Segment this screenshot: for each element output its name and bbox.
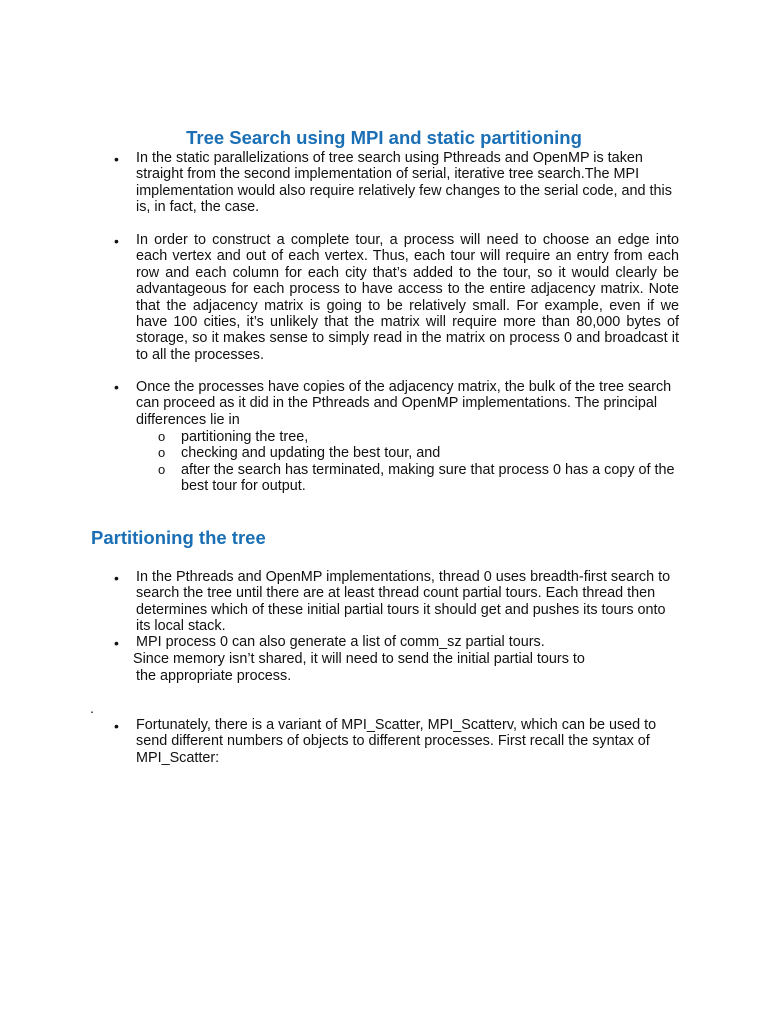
bullet-marker: • xyxy=(114,379,119,395)
bullet-marker: • xyxy=(114,718,119,734)
paragraph-text: In the Pthreads and OpenMP implementations, thread 0 uses breadth-first search to search the tree until there are at least thread count partial tours. Each thread then determines which of these initial partial tours it should get and pushes its tours onto its local stack. xyxy=(136,569,671,635)
continuation-line: the appropriate process. xyxy=(136,668,292,684)
sub-bullet-marker: o xyxy=(158,429,166,444)
paragraph-text: MPI process 0 can also generate a list of comm_sz partial tours. xyxy=(136,634,545,650)
list-item xyxy=(158,429,688,445)
list-item-text: after the search has terminated, making sure that process 0 has a copy of the best tour for output. xyxy=(181,461,675,495)
paragraph-text: Fortunately, there is a variant of MPI_Scatter, MPI_Scatterv, which can be used to send different numbers of objects to different processes. First recall the syntax of MPI_Scatter: xyxy=(136,717,657,766)
continuation-line: Since memory isn’t shared, it will need to send the initial partial tours to xyxy=(133,651,585,667)
sub-bullet-marker: o xyxy=(158,461,166,477)
bullet-marker: • xyxy=(114,570,119,586)
list-item-text: checking and updating the best tour, and xyxy=(181,445,441,462)
paragraph-static-parallelization xyxy=(136,150,676,216)
list-item xyxy=(158,462,688,495)
page-title: Tree Search using MPI and static partitioning xyxy=(186,127,582,148)
paragraph-mpi-scatterv xyxy=(136,717,681,766)
section-heading: Partitioning the tree xyxy=(91,527,266,548)
paragraph-text: In order to construct a complete tour, a process will need to choose an edge into each vertex and out of each vertex. Thus, each tour will require an entry from each row and each column for each city that’s added to the tour, so it would clearly be advantageous for each process to have access to the entire adjacency matrix. Note that the adjacency matrix is going to be relatively small. For example, even if we have 100 cities, it’s unlikely that the matrix will require more than 80,000 bytes of storage, so it makes sense to simply read in the matrix on process 0 and broadcast it to all the processes. xyxy=(136,232,679,363)
paragraph-text: Once the processes have copies of the adjacency matrix, the bulk of the tree search can proceed as it did in the Pthreads and OpenMP implementations. The principal differences lie in xyxy=(136,379,672,428)
paragraph-adjacency-copies xyxy=(136,379,676,428)
stray-dot: . xyxy=(90,700,94,716)
paragraph-complete-tour xyxy=(136,232,679,363)
bullet-marker: • xyxy=(114,635,119,651)
principal-differences-list xyxy=(158,429,688,495)
sub-bullet-marker: o xyxy=(158,445,166,461)
paragraph-text: In the static parallelizations of tree search using Pthreads and OpenMP is taken straight from the second implementation of serial, iterative tree search.The MPI implementation would also require relatively few changes to the serial code, and this is, in fact, the case. xyxy=(136,150,672,216)
bullet-marker: • xyxy=(114,233,119,249)
list-item xyxy=(158,445,688,461)
bullet-marker: • xyxy=(114,151,119,167)
paragraph-pthreads-openmp xyxy=(136,569,676,635)
paragraph-mpi-process-zero xyxy=(136,634,676,650)
list-item-text: partitioning the tree, xyxy=(181,429,309,445)
